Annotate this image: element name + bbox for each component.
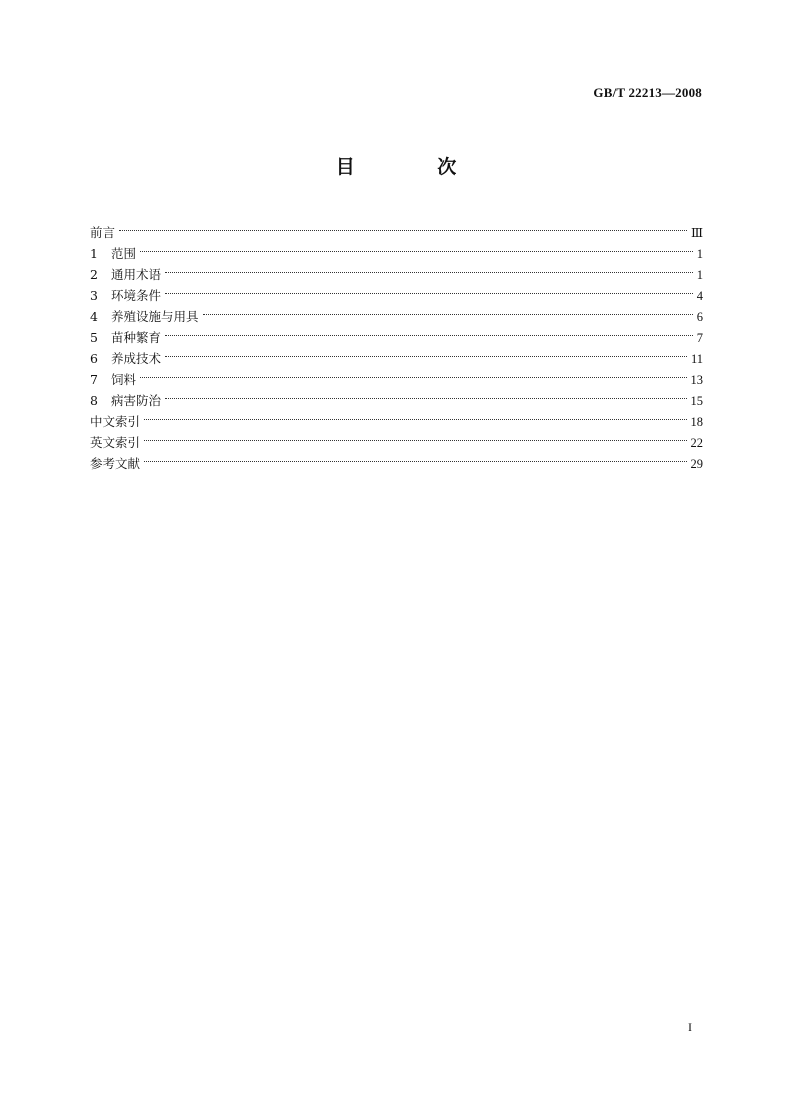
toc-dot-leader — [140, 363, 686, 384]
toc-dot-leader — [119, 216, 687, 237]
toc-entry-label: 3 环境条件 — [90, 285, 161, 306]
toc-section-number: 2 — [90, 267, 98, 282]
toc-page-number: 1 — [696, 247, 703, 261]
toc-dot-leader — [165, 342, 687, 363]
toc-page-number: 11 — [690, 352, 703, 366]
page-number: I — [688, 1020, 692, 1034]
toc-entry-label: 参考文献 — [90, 456, 141, 471]
toc-entry-facilities[interactable] — [90, 300, 703, 324]
toc-entry-english-index[interactable] — [90, 426, 703, 450]
toc-page-number: 22 — [690, 436, 703, 450]
page-title: 目 次 — [335, 156, 495, 178]
toc-entry-label: 8 病害防治 — [90, 390, 161, 411]
toc-entry-label: 4 养殖设施与用具 — [90, 306, 199, 327]
toc-dot-leader — [165, 321, 693, 342]
toc-entry-preface[interactable] — [90, 216, 703, 240]
toc-entry-scope[interactable] — [90, 237, 703, 261]
toc-entry-label: 前言 — [90, 225, 116, 240]
table-of-contents — [90, 216, 703, 471]
toc-dot-leader — [140, 237, 693, 258]
toc-page-number: 15 — [690, 394, 703, 408]
toc-section-number: 4 — [90, 309, 98, 324]
toc-section-number: 6 — [90, 351, 98, 366]
toc-section-number: 8 — [90, 393, 98, 408]
toc-entry-label: 6 养成技术 — [90, 348, 161, 369]
toc-page-number: 13 — [690, 373, 703, 387]
standard-number: GB/T 22213—2008 — [593, 85, 702, 100]
toc-entry-environment[interactable] — [90, 279, 703, 303]
toc-page-number: Ⅲ — [690, 226, 703, 240]
toc-section-number: 5 — [90, 330, 98, 345]
toc-dot-leader — [165, 384, 686, 405]
toc-section-number: 7 — [90, 372, 98, 387]
toc-dot-leader — [144, 447, 686, 468]
toc-entry-breeding[interactable] — [90, 321, 703, 345]
toc-entry-general-terms[interactable] — [90, 258, 703, 282]
toc-dot-leader — [165, 258, 693, 279]
toc-page-number: 1 — [696, 268, 703, 282]
toc-entry-label: 英文索引 — [90, 435, 141, 450]
toc-dot-leader — [203, 300, 693, 321]
toc-page-number: 6 — [696, 310, 703, 324]
toc-entry-feed[interactable] — [90, 363, 703, 387]
toc-entry-label: 5 苗种繁育 — [90, 327, 161, 348]
toc-page-number: 7 — [696, 331, 703, 345]
toc-entry-references[interactable] — [90, 447, 703, 471]
toc-entry-label: 中文索引 — [90, 414, 141, 429]
toc-entry-disease-control[interactable] — [90, 384, 703, 408]
toc-section-number: 1 — [90, 246, 98, 261]
toc-dot-leader — [165, 279, 693, 300]
toc-section-number: 3 — [90, 288, 98, 303]
toc-dot-leader — [144, 405, 686, 426]
toc-entry-label: 7 饲料 — [90, 369, 136, 390]
toc-entry-chinese-index[interactable] — [90, 405, 703, 429]
toc-entry-culture[interactable] — [90, 342, 703, 366]
toc-dot-leader — [144, 426, 686, 447]
toc-page-number: 4 — [696, 289, 703, 303]
toc-entry-label: 2 通用术语 — [90, 264, 161, 285]
toc-entry-label: 1 范围 — [90, 243, 136, 264]
toc-page-number: 18 — [690, 415, 703, 429]
toc-page-number: 29 — [690, 457, 703, 471]
